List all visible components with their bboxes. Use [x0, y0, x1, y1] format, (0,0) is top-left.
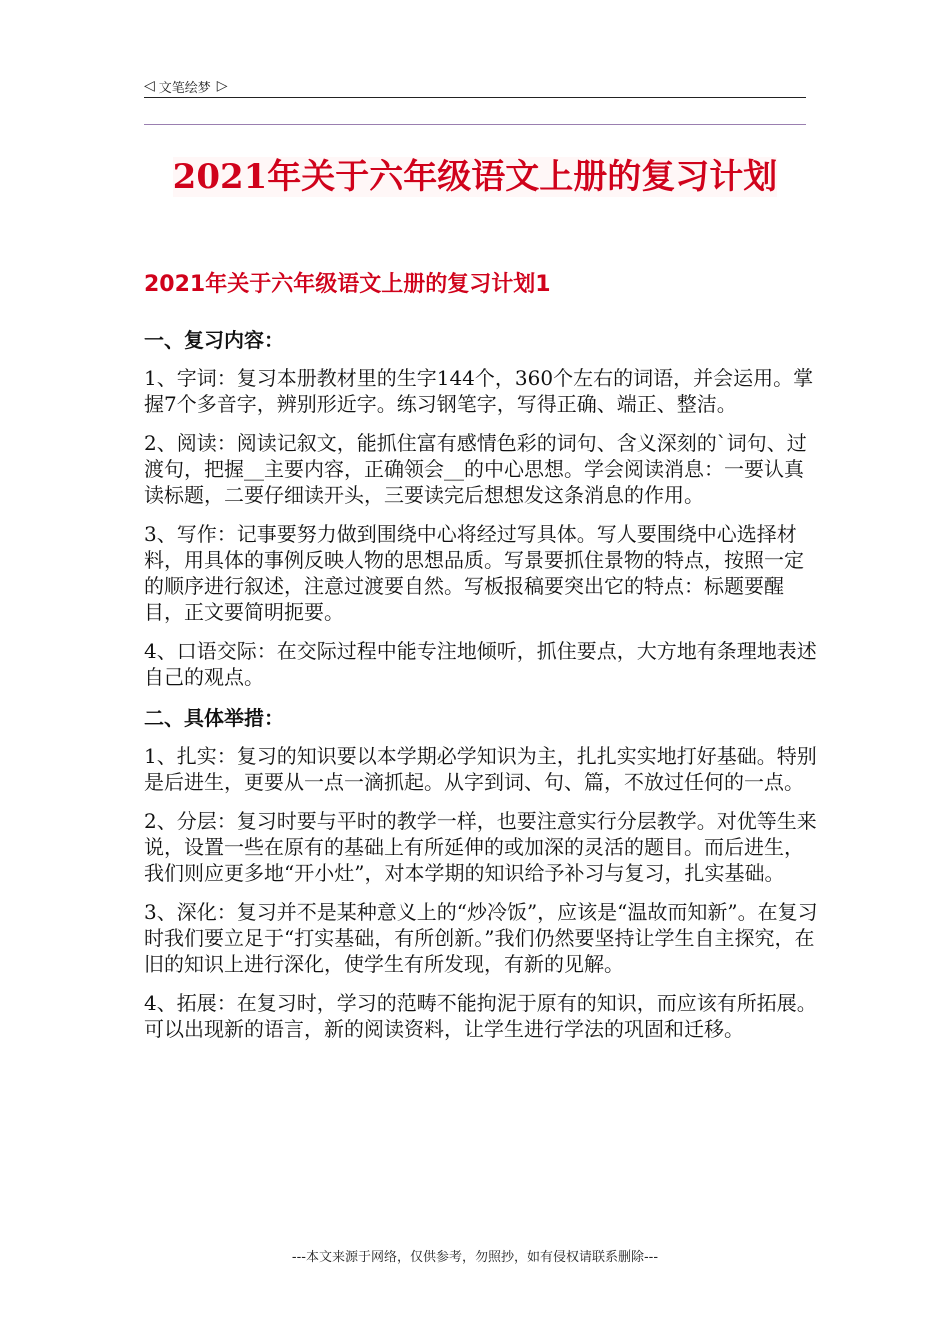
paragraph: 1、扎实：复习的知识要以本学期必学知识为主，扎扎实实地打好基础。特别是后进生，更要从一点一滴抓起。从字到词、句、篇，不放过任何的一点。 [144, 744, 817, 794]
document-header [144, 74, 806, 98]
header-divider [144, 97, 806, 98]
heading-measures: 二、具体举措： [144, 706, 284, 730]
paragraph: 2、分层：复习时要与平时的教学一样，也要注意实行分层教学。对优等生来说，设置一些在原有的基础上有所延伸的或加深的灵活的题目。而后进生，我们则应更多地“开小灶”，对本学期的知识给予补习与复习，扎实基础。 [144, 809, 817, 885]
section-title: 2021年关于六年级语文上册的复习计划1 [144, 272, 551, 297]
document-title [144, 150, 806, 204]
heading-review-content: 一、复习内容： [144, 328, 284, 352]
document-body [144, 325, 820, 1055]
paragraph: 1、字词：复习本册教材里的生字144个，360个左右的词语，并会运用。掌握7个多音字，辨别形近字。练习钢笔字，写得正确、端正、整洁。 [144, 366, 814, 416]
document-title-text: 2021年关于六年级语文上册的复习计划 [172, 157, 778, 197]
paragraph: 4、拓展：在复习时，学习的范畴不能拘泥于原有的知识，而应该有所拓展。可以出现新的语言，新的阅读资料，让学生进行学法的巩固和迁移。 [144, 991, 817, 1041]
left-triangle-icon: ◁ [144, 78, 155, 94]
footer-disclaimer: ---本文来源于网络，仅供参考，勿照抄，如有侵权请联系删除--- [291, 1250, 659, 1265]
paragraph: 3、写作：记事要努力做到围绕中心将经过写具体。写人要围绕中心选择材料，用具体的事例反映人物的思想品质。写景要抓住景物的特点，按照一定的顺序进行叙述，注意过渡要自然。写板报稿要突出它的特点：标题要醒目，正文要简明扼要。 [144, 522, 804, 624]
right-triangle-icon: ▷ [216, 78, 228, 94]
title-divider [144, 124, 806, 125]
paragraph: 4、口语交际：在交际过程中能专注地倾听，抓住要点，大方地有条理地表述自己的观点。 [144, 639, 817, 689]
header-brand: 文笔绘梦 [158, 80, 211, 96]
paragraph: 2、阅读：阅读记叙文，能抓住富有感情色彩的词句、含义深刻的`词句、过渡句，把握__主要内容，正确领会__的中心思想。学会阅读消息：一要认真读标题，二要仔细读开头，三要读完后想想发这条消息的作用。 [144, 431, 807, 507]
paragraph: 3、深化：复习并不是某种意义上的“炒冷饭”，应该是“温故而知新”。在复习时我们要立足于“打实基础，有所创新。”我们仍然要坚持让学生自主探究，在旧的知识上进行深化，使学生有所发现，有新的见解。 [144, 900, 818, 976]
